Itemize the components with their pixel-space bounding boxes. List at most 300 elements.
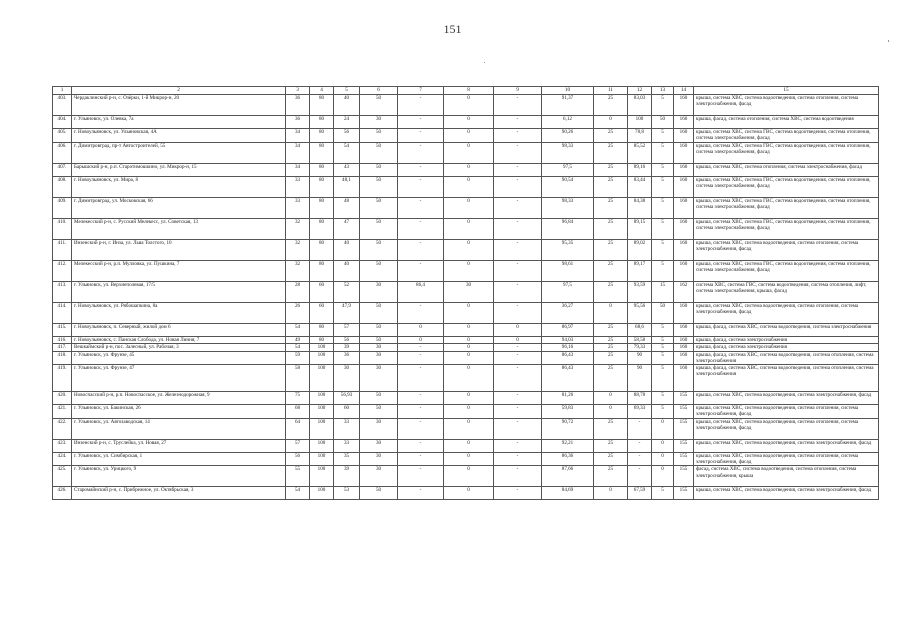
value-cell: - bbox=[494, 405, 542, 419]
value-cell: 89,17 bbox=[628, 260, 652, 281]
value-cell: 89,02 bbox=[628, 239, 652, 260]
row-number-cell: 403. bbox=[53, 95, 72, 116]
value-cell: - bbox=[494, 163, 542, 176]
value-cell: - bbox=[398, 116, 444, 129]
value-cell: 5 bbox=[652, 260, 674, 281]
value-cell: 90,54 bbox=[542, 176, 594, 197]
table-row bbox=[53, 336, 879, 344]
value-cell: 5 bbox=[652, 351, 674, 365]
value-cell: 162 bbox=[674, 281, 694, 302]
value-cell: 84,38 bbox=[628, 197, 652, 218]
value-cell: - bbox=[398, 452, 444, 466]
works-cell: крыша, фасад, система ХВС, система водоотведения, система отопления, система электроснабжения bbox=[694, 365, 879, 392]
value-cell: 160 bbox=[674, 302, 694, 323]
address-cell: г. Ульяновск, ул. Автозаводская, 14 bbox=[72, 418, 286, 439]
value-cell: 53 bbox=[334, 487, 360, 500]
table-row bbox=[53, 302, 879, 323]
address-cell: г. Новоульяновск, ул. Рябошапкина, 8а bbox=[72, 302, 286, 323]
value-cell: 25 bbox=[594, 281, 628, 302]
value-cell: 155 bbox=[674, 405, 694, 419]
address-cell: г. Новоульяновск, ул. Ульяновская, 4А bbox=[72, 129, 286, 143]
value-cell: 86,36 bbox=[542, 452, 594, 466]
value-cell: 60 bbox=[334, 405, 360, 419]
value-cell: 90 bbox=[628, 365, 652, 392]
table-row bbox=[53, 344, 879, 352]
value-cell: - bbox=[494, 302, 542, 323]
table-row bbox=[53, 392, 879, 405]
row-number-cell: 422. bbox=[53, 418, 72, 439]
value-cell: - bbox=[398, 142, 444, 163]
address-cell: г. Новоульяновск, п. Северный, жилой дом 6 bbox=[72, 323, 286, 336]
value-cell: 83,44 bbox=[628, 176, 652, 197]
table-row bbox=[53, 351, 879, 365]
value-cell: - bbox=[494, 487, 542, 500]
value-cell: 100 bbox=[310, 466, 334, 487]
value-cell: 0 bbox=[444, 351, 494, 365]
table-row bbox=[53, 116, 879, 129]
value-cell: 60 bbox=[310, 281, 334, 302]
value-cell: 93,59 bbox=[628, 281, 652, 302]
value-cell: 0 bbox=[444, 392, 494, 405]
scan-mark-right bbox=[888, 40, 889, 42]
address-cell: Вешкаймский р-н, пос. Залесный, ул. Рабочая, 3 bbox=[72, 344, 286, 352]
value-cell: 60 bbox=[310, 302, 334, 323]
value-cell: 0 bbox=[594, 405, 628, 419]
address-cell: Инзенский р-н, г. Инза, ул. Льва Толстого, 10 bbox=[72, 239, 286, 260]
value-cell: 30 bbox=[360, 439, 398, 452]
value-cell: 100 bbox=[310, 344, 334, 352]
value-cell: - bbox=[494, 197, 542, 218]
column-header-8: 8 bbox=[444, 87, 494, 95]
value-cell: 98,33 bbox=[542, 142, 594, 163]
value-cell: 32 bbox=[286, 239, 310, 260]
value-cell: 5 bbox=[652, 365, 674, 392]
value-cell: 68,6 bbox=[628, 323, 652, 336]
value-cell: 30 bbox=[334, 365, 360, 392]
row-number-cell: 408. bbox=[53, 176, 72, 197]
value-cell: 52 bbox=[334, 281, 360, 302]
value-cell: 155 bbox=[674, 452, 694, 466]
value-cell: 160 bbox=[674, 142, 694, 163]
value-cell: 155 bbox=[674, 418, 694, 439]
works-cell: крыша, система ХВС, система водоотведения, система отопления, система электроснабжения, фасад bbox=[694, 452, 879, 466]
value-cell: 0 bbox=[444, 197, 494, 218]
works-cell: крыша, система ХВС, система водоотведения, система отопления, система электроснабжения, фасад bbox=[694, 405, 879, 419]
value-cell: - bbox=[398, 163, 444, 176]
value-cell: 25 bbox=[594, 365, 628, 392]
value-cell: 0 bbox=[652, 466, 674, 487]
value-cell: - bbox=[494, 418, 542, 439]
value-cell: - bbox=[494, 392, 542, 405]
value-cell: 56,93 bbox=[334, 392, 360, 405]
row-number-cell: 411. bbox=[53, 239, 72, 260]
value-cell: 33 bbox=[286, 197, 310, 218]
value-cell: 15 bbox=[652, 281, 674, 302]
value-cell: 160 bbox=[674, 336, 694, 344]
value-cell: 34 bbox=[286, 163, 310, 176]
row-number-cell: 405. bbox=[53, 129, 72, 143]
column-header-3: 3 bbox=[286, 87, 310, 95]
row-number-cell: 419. bbox=[53, 365, 72, 392]
value-cell: 0 bbox=[594, 392, 628, 405]
works-cell: крыша, система ХВС, система ГВС, система водоотведения, система отопления, система электроснабжения, фасад bbox=[694, 260, 879, 281]
value-cell: 50 bbox=[360, 336, 398, 344]
value-cell: 35 bbox=[334, 452, 360, 466]
row-number-cell: 410. bbox=[53, 218, 72, 239]
value-cell: 80 bbox=[310, 129, 334, 143]
value-cell: 40 bbox=[334, 95, 360, 116]
value-cell: 88,78 bbox=[628, 392, 652, 405]
value-cell: 80 bbox=[310, 336, 334, 344]
address-cell: Мелекесский р-н, с. Русский Мелекесс, ул. Советская, 13 bbox=[72, 218, 286, 239]
value-cell: 160 bbox=[674, 95, 694, 116]
value-cell: 80 bbox=[310, 95, 334, 116]
works-cell: крыша, фасад, система электроснабжения bbox=[694, 336, 879, 344]
value-cell: 80 bbox=[310, 176, 334, 197]
table-row bbox=[53, 452, 879, 466]
value-cell: 95,35 bbox=[542, 239, 594, 260]
value-cell: 89,15 bbox=[628, 218, 652, 239]
row-number-cell: 416. bbox=[53, 336, 72, 344]
value-cell: 85,52 bbox=[628, 142, 652, 163]
value-cell: 86,4 bbox=[398, 281, 444, 302]
value-cell: - bbox=[494, 466, 542, 487]
value-cell: 100 bbox=[310, 351, 334, 365]
value-cell: 0 bbox=[444, 95, 494, 116]
address-cell: Новоспасский р-н, р.п. Новоспасское, ул. Железнодорожная, 9 bbox=[72, 392, 286, 405]
value-cell: 25 bbox=[594, 260, 628, 281]
value-cell: - bbox=[494, 439, 542, 452]
value-cell: 25 bbox=[594, 323, 628, 336]
column-header-2: 2 bbox=[72, 87, 286, 95]
address-cell: г. Ульяновск, ул. Симбирская, 1 bbox=[72, 452, 286, 466]
value-cell: - bbox=[494, 365, 542, 392]
value-cell: 0 bbox=[444, 218, 494, 239]
value-cell: - bbox=[494, 281, 542, 302]
value-cell: 0 bbox=[444, 116, 494, 129]
value-cell: 0 bbox=[444, 163, 494, 176]
value-cell: 36 bbox=[334, 351, 360, 365]
value-cell: 0 bbox=[444, 452, 494, 466]
row-number-cell: 413. bbox=[53, 281, 72, 302]
value-cell: 160 bbox=[674, 365, 694, 392]
table-row bbox=[53, 418, 879, 439]
value-cell: 25 bbox=[594, 418, 628, 439]
value-cell: - bbox=[628, 452, 652, 466]
value-cell: 33 bbox=[334, 418, 360, 439]
value-cell: 160 bbox=[674, 129, 694, 143]
value-cell: 5 bbox=[652, 197, 674, 218]
value-cell: 25 bbox=[594, 336, 628, 344]
value-cell: 5 bbox=[652, 405, 674, 419]
value-cell: 36,27 bbox=[542, 302, 594, 323]
value-cell: 0 bbox=[594, 487, 628, 500]
value-cell: 0 bbox=[444, 142, 494, 163]
value-cell: 39 bbox=[334, 466, 360, 487]
value-cell: 80 bbox=[310, 197, 334, 218]
row-number-cell: 418. bbox=[53, 351, 72, 365]
works-cell: крыша, система ХВС, система водоотведения, система электроснабжения, фасад bbox=[694, 392, 879, 405]
value-cell: 25 bbox=[594, 239, 628, 260]
value-cell: - bbox=[628, 418, 652, 439]
value-cell: 5 bbox=[652, 336, 674, 344]
value-cell: 0 bbox=[444, 405, 494, 419]
row-number-cell: 412. bbox=[53, 260, 72, 281]
column-header-15: 15 bbox=[694, 87, 879, 95]
value-cell: - bbox=[494, 344, 542, 352]
value-cell: - bbox=[494, 129, 542, 143]
value-cell: - bbox=[398, 487, 444, 500]
value-cell: 160 bbox=[674, 176, 694, 197]
value-cell: - bbox=[398, 344, 444, 352]
value-cell: 28 bbox=[286, 281, 310, 302]
value-cell: 0 bbox=[444, 176, 494, 197]
value-cell: 80 bbox=[310, 116, 334, 129]
column-header-13: 13 bbox=[652, 87, 674, 95]
value-cell: 64 bbox=[286, 418, 310, 439]
value-cell: 160 bbox=[674, 163, 694, 176]
works-cell: крыша, система ХВС, система ГВС, система водоотведения, система отопления, система электроснабжения, фасад bbox=[694, 176, 879, 197]
value-cell: 100 bbox=[310, 405, 334, 419]
value-cell: 5 bbox=[652, 142, 674, 163]
value-cell: 56 bbox=[286, 452, 310, 466]
value-cell: 80 bbox=[310, 323, 334, 336]
register-table bbox=[52, 86, 879, 500]
value-cell: 50 bbox=[652, 116, 674, 129]
value-cell: - bbox=[398, 197, 444, 218]
value-cell: 5 bbox=[652, 392, 674, 405]
value-cell: 25 bbox=[594, 176, 628, 197]
address-cell: г. Димитровград, ул. Московская, 66 bbox=[72, 197, 286, 218]
value-cell: - bbox=[398, 260, 444, 281]
value-cell: 48,1 bbox=[334, 176, 360, 197]
value-cell: - bbox=[398, 418, 444, 439]
value-cell: 67,59 bbox=[628, 487, 652, 500]
works-cell: крыша, фасад, система электроснабжения bbox=[694, 344, 879, 352]
value-cell: 160 bbox=[674, 323, 694, 336]
value-cell: 32 bbox=[286, 218, 310, 239]
value-cell: 56 bbox=[334, 129, 360, 143]
value-cell: - bbox=[494, 239, 542, 260]
value-cell: 79,33 bbox=[628, 344, 652, 352]
table-row bbox=[53, 197, 879, 218]
value-cell: 40 bbox=[334, 239, 360, 260]
address-cell: Старомайнский р-н, с. Прибрежное, ул. Октябрьская, 3 bbox=[72, 487, 286, 500]
value-cell: 92,21 bbox=[542, 439, 594, 452]
value-cell: 0 bbox=[444, 344, 494, 352]
value-cell: 39 bbox=[334, 344, 360, 352]
value-cell: 24 bbox=[334, 116, 360, 129]
table-row bbox=[53, 163, 879, 176]
value-cell: 54 bbox=[286, 487, 310, 500]
value-cell: 32 bbox=[286, 260, 310, 281]
value-cell: 50 bbox=[360, 176, 398, 197]
value-cell: 50 bbox=[360, 405, 398, 419]
value-cell: 25 bbox=[594, 439, 628, 452]
value-cell: - bbox=[398, 302, 444, 323]
scan-mark-top bbox=[484, 62, 485, 63]
value-cell: 25 bbox=[594, 197, 628, 218]
value-cell: 0 bbox=[444, 365, 494, 392]
value-cell: - bbox=[494, 218, 542, 239]
table-row bbox=[53, 260, 879, 281]
value-cell: 5 bbox=[652, 323, 674, 336]
value-cell: - bbox=[398, 365, 444, 392]
value-cell: - bbox=[628, 466, 652, 487]
page-number: 151 bbox=[443, 22, 462, 36]
table-row bbox=[53, 142, 879, 163]
value-cell: 30 bbox=[360, 344, 398, 352]
column-header-5: 5 bbox=[334, 87, 360, 95]
value-cell: 100 bbox=[628, 116, 652, 129]
address-cell: г. Новоульяновск, с. Панская Слобода, ул. Новая Линия, 7 bbox=[72, 336, 286, 344]
value-cell: 160 bbox=[674, 116, 694, 129]
value-cell: 30 bbox=[360, 466, 398, 487]
address-cell: Барышский р-н, р.п. Старотимошкино, ул. Микрор-н, 15 bbox=[72, 163, 286, 176]
address-cell: г. Ульяновск, ул. Фрунзе, 45 bbox=[72, 351, 286, 365]
value-cell: 43 bbox=[334, 163, 360, 176]
works-cell: крыша, система ХВС, система водоотведения, система отопления, система электроснабжения, фасад bbox=[694, 302, 879, 323]
column-header-7: 7 bbox=[398, 87, 444, 95]
value-cell: - bbox=[398, 392, 444, 405]
table-row bbox=[53, 487, 879, 500]
table-row bbox=[53, 323, 879, 336]
value-cell: 30 bbox=[360, 351, 398, 365]
value-cell: 48 bbox=[334, 197, 360, 218]
value-cell: 0 bbox=[652, 452, 674, 466]
value-cell: 50 bbox=[360, 239, 398, 260]
value-cell: 90,72 bbox=[542, 418, 594, 439]
value-cell: 0 bbox=[398, 323, 444, 336]
value-cell: - bbox=[398, 95, 444, 116]
value-cell: 30 bbox=[360, 452, 398, 466]
value-cell: - bbox=[398, 439, 444, 452]
value-cell: 80 bbox=[310, 163, 334, 176]
value-cell: 86,43 bbox=[542, 365, 594, 392]
value-cell: 95,56 bbox=[628, 302, 652, 323]
value-cell: 25 bbox=[594, 142, 628, 163]
value-cell: - bbox=[494, 452, 542, 466]
value-cell: 59 bbox=[286, 351, 310, 365]
value-cell: 50 bbox=[652, 302, 674, 323]
value-cell: 100 bbox=[310, 392, 334, 405]
table-body bbox=[53, 95, 879, 500]
value-cell: - bbox=[494, 260, 542, 281]
address-cell: Инзенский р-н, с. Труслейка, ул. Новая, 27 bbox=[72, 439, 286, 452]
value-cell: 98,61 bbox=[542, 260, 594, 281]
table-row bbox=[53, 439, 879, 452]
value-cell: 84,69 bbox=[542, 487, 594, 500]
works-cell: крыша, система ХВС, система ГВС, система водоотведения, система отопления, система электроснабжения, фасад bbox=[694, 129, 879, 143]
value-cell: 0 bbox=[444, 418, 494, 439]
works-cell: крыша, система ХВС, система отопления, система электроснабжения, фасад bbox=[694, 163, 879, 176]
column-header-6: 6 bbox=[360, 87, 398, 95]
value-cell: 55 bbox=[286, 466, 310, 487]
works-cell: крыша, система ХВС, система ГВС, система водоотведения, система отопления, система электроснабжения, фасад bbox=[694, 197, 879, 218]
value-cell: 50 bbox=[360, 197, 398, 218]
value-cell: - bbox=[398, 351, 444, 365]
row-number-cell: 404. bbox=[53, 116, 72, 129]
value-cell: 50 bbox=[360, 95, 398, 116]
table-row bbox=[53, 176, 879, 197]
row-number-cell: 417. bbox=[53, 344, 72, 352]
value-cell: 36 bbox=[286, 116, 310, 129]
address-cell: г. Новоульяновск, ул. Мира, 8 bbox=[72, 176, 286, 197]
value-cell: 50 bbox=[360, 302, 398, 323]
works-cell: крыша, фасад, система ХВС, система водоотведения, система отопления, система электроснабжения bbox=[694, 351, 879, 365]
works-cell: крыша, система ХВС, система водоотведения, система отопления, система электроснабжения, фасад bbox=[694, 239, 879, 260]
value-cell: 47,9 bbox=[334, 302, 360, 323]
works-cell: крыша, система ХВС, система ГВС, система водоотведения, система отопления, система электроснабжения, фасад bbox=[694, 218, 879, 239]
value-cell: 97,5 bbox=[542, 281, 594, 302]
value-cell: 0 bbox=[444, 323, 494, 336]
value-cell: 54 bbox=[286, 323, 310, 336]
row-number-cell: 414. bbox=[53, 302, 72, 323]
row-number-cell: 424. bbox=[53, 452, 72, 466]
value-cell: 81,26 bbox=[542, 392, 594, 405]
value-cell: 33 bbox=[334, 439, 360, 452]
value-cell: 5 bbox=[652, 95, 674, 116]
table-row bbox=[53, 365, 879, 392]
value-cell: 50 bbox=[360, 260, 398, 281]
value-cell: 34 bbox=[286, 142, 310, 163]
value-cell: 100 bbox=[310, 487, 334, 500]
works-cell: крыша, фасад, система отопления, система ХВС, система водоотведения bbox=[694, 116, 879, 129]
value-cell: - bbox=[398, 239, 444, 260]
value-cell: 30 bbox=[444, 281, 494, 302]
value-cell: 90 bbox=[628, 351, 652, 365]
value-cell: 56 bbox=[334, 336, 360, 344]
value-cell: 58 bbox=[286, 365, 310, 392]
address-cell: г. Ульяновск, ул. Фрунзе, 47 bbox=[72, 365, 286, 392]
value-cell: 25 bbox=[594, 163, 628, 176]
value-cell: 94,03 bbox=[542, 336, 594, 344]
value-cell: 25 bbox=[594, 218, 628, 239]
value-cell: 96,84 bbox=[542, 218, 594, 239]
table-row bbox=[53, 281, 879, 302]
address-cell: Чердаклинский р-н, с. Озёрки, 1-й Микрор-н, 20 bbox=[72, 95, 286, 116]
column-header-10: 10 bbox=[542, 87, 594, 95]
value-cell: 25 bbox=[594, 344, 628, 352]
value-cell: 0 bbox=[652, 439, 674, 452]
value-cell: 0 bbox=[594, 116, 628, 129]
value-cell: 58,58 bbox=[628, 336, 652, 344]
value-cell: 98,33 bbox=[542, 197, 594, 218]
table-header bbox=[53, 87, 879, 95]
works-cell: крыша, система ХВС, система водоотведения, система отопления, система электроснабжения, фасад bbox=[694, 95, 879, 116]
works-cell: система ХВС, система ГВС, система водоотведения, система отопления, лифт, система электроснабжения, крыша, фасад bbox=[694, 281, 879, 302]
works-cell: крыша, система ХВС, система водоотведения, система электроснабжения, фасад bbox=[694, 439, 879, 452]
value-cell: 5 bbox=[652, 163, 674, 176]
value-cell: 86,43 bbox=[542, 351, 594, 365]
value-cell: 0 bbox=[494, 323, 542, 336]
column-header-12: 12 bbox=[628, 87, 652, 95]
value-cell: 40 bbox=[334, 260, 360, 281]
row-number-cell: 415. bbox=[53, 323, 72, 336]
value-cell: 57 bbox=[334, 323, 360, 336]
works-cell: крыша, система ХВС, система водоотведения, система отопления, система электроснабжения, фасад bbox=[694, 418, 879, 439]
value-cell: - bbox=[398, 129, 444, 143]
value-cell: 0 bbox=[444, 466, 494, 487]
header-row bbox=[53, 87, 879, 95]
value-cell: - bbox=[398, 218, 444, 239]
value-cell: 0 bbox=[594, 302, 628, 323]
value-cell: 0 bbox=[444, 260, 494, 281]
row-number-cell: 406. bbox=[53, 142, 72, 163]
value-cell: 50 bbox=[360, 129, 398, 143]
value-cell: 50 bbox=[360, 163, 398, 176]
value-cell: 30 bbox=[360, 116, 398, 129]
